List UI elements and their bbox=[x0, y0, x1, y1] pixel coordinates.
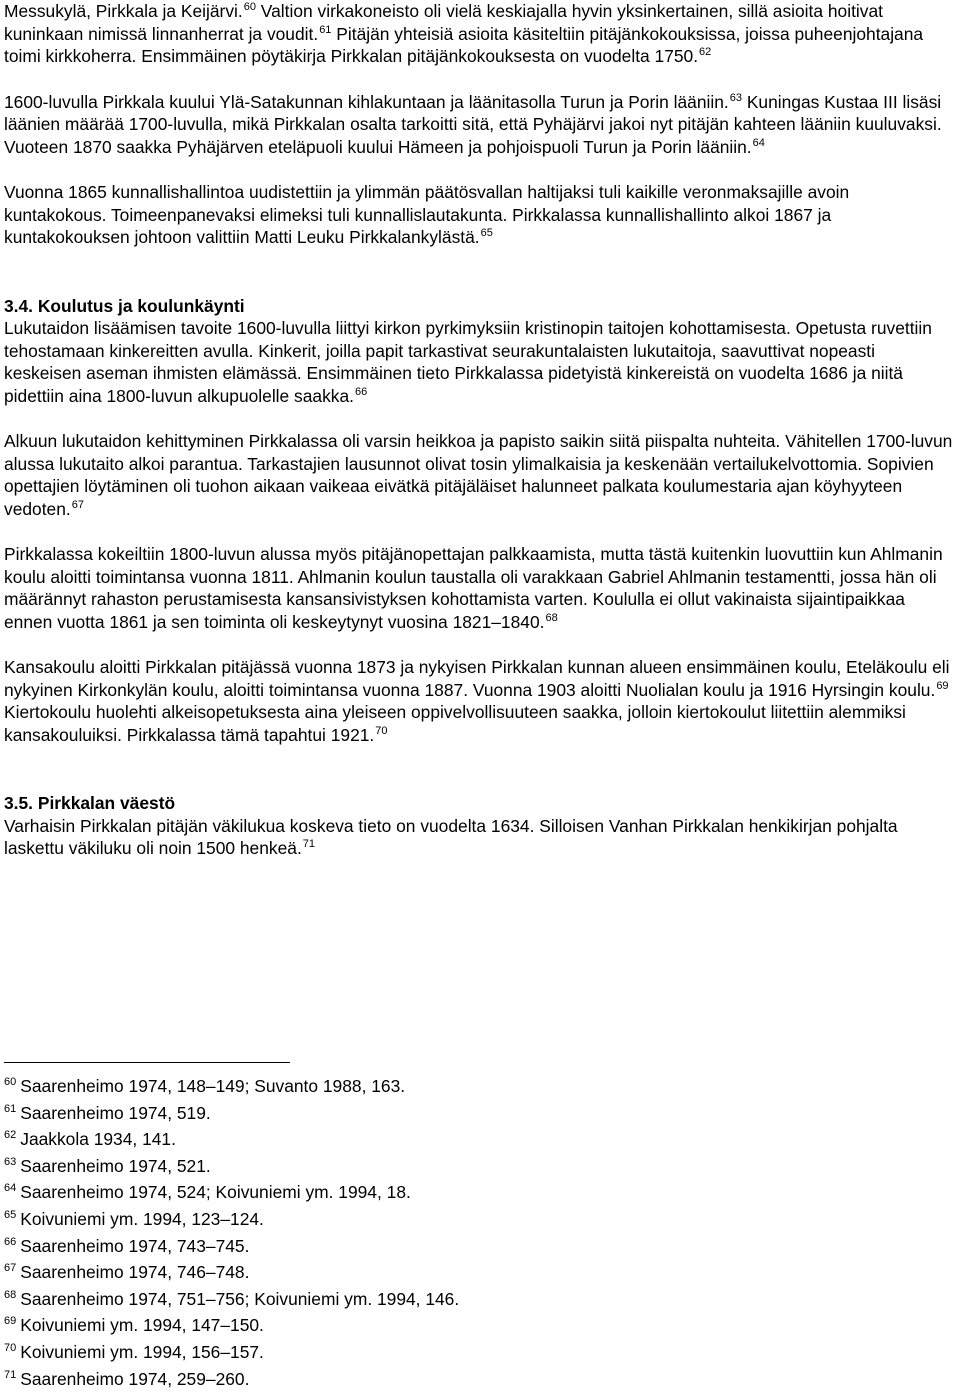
footnote-text: Saarenheimo 1974, 519. bbox=[20, 1102, 211, 1123]
footnote-ref: 71 bbox=[302, 838, 316, 850]
text-run: Pitäjän yhteisiä asioita käsiteltiin pitäjänkokouksissa, joissa puheenjohtajana toimi kirkkoherra. Ensimmäinen pöytäkirja Pirkkalan pitäjänkokouksesta on vuodelta 1750. bbox=[4, 23, 924, 66]
footnote-item bbox=[4, 1073, 956, 1100]
footnote-number: 64 bbox=[4, 1182, 17, 1195]
footnote-item bbox=[4, 1366, 956, 1393]
footnote-text: Saarenheimo 1974, 746–748. bbox=[20, 1262, 250, 1283]
footnote-number: 66 bbox=[4, 1235, 17, 1248]
footnote-number: 69 bbox=[4, 1315, 17, 1328]
footnote-ref: 67 bbox=[71, 498, 84, 511]
footnote-text: Saarenheimo 1974, 521. bbox=[20, 1155, 211, 1176]
footnote-item bbox=[4, 1233, 956, 1260]
document-page bbox=[4, 0, 956, 1389]
body-paragraph bbox=[4, 430, 956, 520]
footnote-text: Jaakkola 1934, 141. bbox=[20, 1129, 176, 1150]
text-run: Varhaisin Pirkkalan pitäjän väkilukua koskeva tieto on vuodelta 1634. Silloisen Vanhan Pirkkalan henkikirjan pohjalta laskettu väkiluku oli noin 1500 henkeä. bbox=[4, 815, 898, 858]
footnote-ref: 64 bbox=[752, 136, 765, 149]
footnote-item bbox=[4, 1312, 956, 1339]
text-run: Pirkkalassa kokeiltiin 1800-luvun alussa myös pitäjänopettajan palkkaamista, mutta tästä kuitenkin luovuttiin kun Ahlmanin koulu aloitti toimintansa vuonna 1811. Ahlmanin koulun taustalla oli varakkaan Gabriel Ahlmanin testamentti, jossa hän oli määrännyt rahaston perustamisesta kansansivistyksen kohottamista varten. Koululla ei ollut vakinaista sijaintipaikkaa ennen vuotta 1861 ja sen toiminta oli keskeytynyt vuosina 1821–1840. bbox=[4, 544, 943, 632]
footnote-number: 71 bbox=[4, 1368, 17, 1381]
footnote-number: 68 bbox=[4, 1288, 17, 1301]
footnote-item bbox=[4, 1286, 956, 1313]
footnote-ref: 60 bbox=[243, 1, 256, 13]
footnote-text: Koivuniemi ym. 1994, 156–157. bbox=[20, 1341, 264, 1362]
footnote-divider bbox=[4, 1062, 290, 1063]
footnote-number: 67 bbox=[4, 1262, 17, 1275]
footnote-ref: 66 bbox=[355, 385, 368, 398]
footnote-ref: 62 bbox=[699, 46, 712, 58]
body-paragraph bbox=[4, 815, 956, 860]
section-heading: 3.4. Koulutus ja koulunkäynti bbox=[4, 295, 245, 316]
footnote-list bbox=[4, 1073, 956, 1392]
footnotes bbox=[4, 1062, 956, 1392]
text-run: Kansakoulu aloitti Pirkkalan pitäjässä vuonna 1873 ja nykyisen Pirkkalan kunnan alueen ensimmäinen koulu, Eteläkoulu eli nykyinen Kirkonkylän koulu, aloitti toimintansa vuonna 1887. Vuonna 1903 aloitti Nuolialan koulu ja 1916 Hyrsingin koulu. bbox=[4, 657, 950, 700]
footnote-item bbox=[4, 1206, 956, 1233]
text-run: Kiertokoulu huolehti alkeisopetuksesta aina yleiseen oppivelvollisuuteen saakka, jolloin kiertokoulut liitettiin alemmiksi kansakouluiksi. Pirkkalassa tämä tapahtui 1921. bbox=[4, 702, 906, 745]
footnote-text: Saarenheimo 1974, 751–756; Koivuniemi ym. 1994, 146. bbox=[20, 1288, 460, 1309]
text-run: Messukylä, Pirkkala ja Keijärvi. bbox=[4, 1, 243, 21]
footnote-item bbox=[4, 1126, 956, 1153]
footnote-number: 60 bbox=[4, 1076, 17, 1088]
body-paragraph bbox=[4, 656, 956, 746]
footnote-ref: 69 bbox=[936, 679, 949, 692]
footnote-text: Saarenheimo 1974, 743–745. bbox=[20, 1235, 250, 1256]
footnote-item bbox=[4, 1259, 956, 1286]
footnote-number: 70 bbox=[4, 1341, 17, 1354]
intro-section bbox=[4, 0, 956, 249]
footnote-number: 62 bbox=[4, 1129, 17, 1142]
footnote-text: Saarenheimo 1974, 524; Koivuniemi ym. 1994, 18. bbox=[20, 1182, 411, 1203]
footnote-ref: 68 bbox=[545, 611, 558, 624]
population-section bbox=[4, 792, 956, 860]
footnote-item bbox=[4, 1179, 956, 1206]
footnote-number: 63 bbox=[4, 1155, 17, 1168]
section-heading: 3.5. Pirkkalan väestö bbox=[4, 793, 176, 813]
footnote-text: Koivuniemi ym. 1994, 123–124. bbox=[20, 1208, 264, 1229]
body-paragraph bbox=[4, 0, 956, 68]
text-run: Valtion virkakoneisto oli vielä keskiajalla hyvin yksinkertainen, sillä asioita hoitivat kuninkaan nimissä linnanherrat ja voudit. bbox=[4, 1, 883, 44]
footnote-text: Saarenheimo 1974, 148–149; Suvanto 1988, 163. bbox=[20, 1076, 406, 1096]
footnote-item bbox=[4, 1339, 956, 1366]
body-paragraph bbox=[4, 91, 956, 159]
footnote-number: 65 bbox=[4, 1208, 17, 1221]
footnote-ref: 70 bbox=[375, 724, 388, 737]
body-paragraph bbox=[4, 543, 956, 633]
text-run: Alkuun lukutaidon kehittyminen Pirkkalassa oli varsin heikkoa ja papisto saikin siitä piispalta nuhteita. Vähitellen 1700-luvun alussa lukutaito alkoi parantua. Tarkastajien lausunnot olivat tosin ylimalkaisia ja keskenään vertailukelvottomia. Sopivien opettajien löytäminen oli tuohon aikaan vaikeaa eivätkä pitäjäläiset halunneet palkata koulumestaria ajan köyhyyteen vedoten. bbox=[4, 431, 953, 519]
footnote-ref: 63 bbox=[729, 91, 742, 104]
footnote-text: Saarenheimo 1974, 259–260. bbox=[20, 1368, 250, 1389]
footnote-text: Koivuniemi ym. 1994, 147–150. bbox=[20, 1315, 264, 1336]
footnote-item bbox=[4, 1153, 956, 1180]
text-run: 1600-luvulla Pirkkala kuului Ylä-Satakunnan kihlakuntaan ja läänitasolla Turun ja Porin lääniin. bbox=[4, 91, 729, 112]
footnote-ref: 65 bbox=[480, 227, 493, 239]
body-paragraph bbox=[4, 181, 956, 249]
footnote-number: 61 bbox=[4, 1102, 17, 1115]
footnote-item bbox=[4, 1100, 956, 1127]
text-run: Vuonna 1865 kunnallishallintoa uudistettiin ja ylimmän päätösvallan haltijaksi tuli kaikille veronmaksajille avoin kuntakokous. Toimeenpanevaksi elimeksi tuli kunnallislautakunta. Pirkkalassa kunnallishallinto alkoi 1867 ja kuntakokouksen johtoon valittiin Matti Leuku Pirkkalankylästä. bbox=[4, 182, 850, 247]
education-section bbox=[4, 295, 956, 747]
text-run: Kuningas Kustaa III lisäsi läänien määrää 1700-luvulla, mikä Pirkkalan osalta tarkoitti sitä, että Pyhäjärvi jakoi nyt pitäjän kahteen lääniin kuuluvaksi. Vuoteen 1870 saakka Pyhäjärven eteläpuoli kuului Hämeen ja pohjoispuoli Turun ja Porin lääniin. bbox=[4, 91, 942, 157]
text-run: Lukutaidon lisäämisen tavoite 1600-luvulla liittyi kirkon pyrkimyksiin kristinopin taitojen kohottamisesta. Opetusta ruvettiin tehostamaan kinkereitten avulla. Kinkerit, joilla papit tarkastivat seurakuntalaisten lukutaitoja, saavuttivat nopeasti keskeisen aseman ihmisten elämässä. Ensimmäinen tieto Pirkkalassa pidetyistä kinkereistä on vuodelta 1686 ja niitä pidettiin aina 1800-luvun alkupuolelle saakka. bbox=[4, 318, 932, 406]
footnote-ref: 61 bbox=[319, 23, 332, 36]
body-paragraph bbox=[4, 317, 956, 407]
